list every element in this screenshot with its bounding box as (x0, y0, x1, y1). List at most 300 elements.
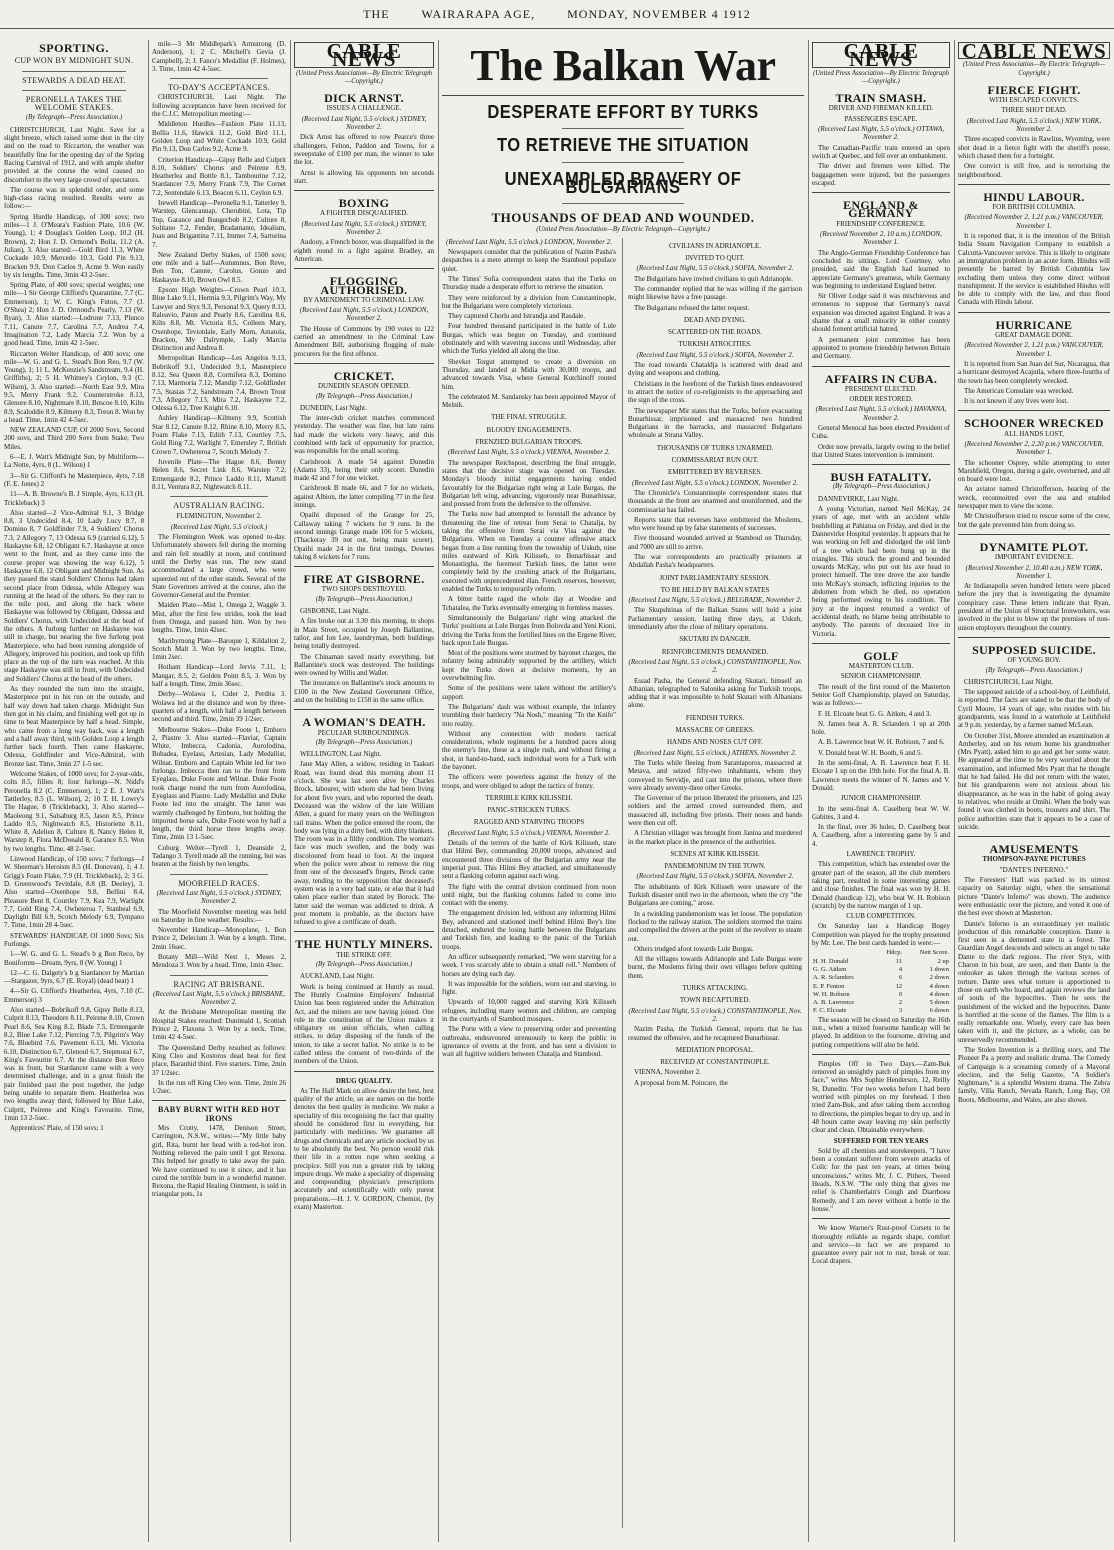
table-cell: E. P. Fenton (813, 982, 845, 990)
fire-body (294, 607, 434, 704)
sporting-sub2: STEWARDS A DEAD HEAT. (22, 75, 126, 85)
bush-fatality-credit: (By Telegraph—Press Association.) (832, 483, 930, 491)
balkan-column-a (442, 238, 616, 1061)
fierce-fight-sub: WITH ESCAPED CONVICTS. (989, 96, 1079, 105)
paragraph: DUNEDIN, Last Night. (300, 403, 367, 412)
paragraph: Jane May Allen, a widow, residing in Taakuri Road, was found dead this morning about 11 o'clock. She was last seen alive by Charles Brock, labourer, with whom she had been living for about five years, and who reported the death. Deceased was the widow of the late William Allen, a guard for many years on the Wellington rail trains. When the police entered the room, the body was lying in a dirty bed, with dirty blankets. The room was in a filthy condition. The woman's face was much swollen, and the body was discoloured from head to foot. At the inquest when the police were about to remove the ring from one of the deceased's fingers, Brock came away, tending to the supposition that deceased's system was in a very bad state, or else that it had taken place earlier than stated by Borock. The latter said the woman was addicted to drink. A post mortem is probable, as the doctors have refused to give a certificate of death. (294, 760, 434, 927)
sporting-credit: (By Telegraph—Press Association.) (25, 114, 123, 122)
australian-racing-heading: AUSTRALIAN RACING. (173, 501, 265, 511)
masthead (0, 0, 1114, 29)
hurricane-sub: GREAT DAMAGE DONE. (995, 331, 1073, 340)
cable-credit-2: (United Press Association—By Electric Telegraph—Copyright.) (812, 69, 950, 85)
paragraph: The inter-club cricket matches commenced yesterday. The weather was fine, but late rains had made the wickets very heavy, and this combined with lack of opportunity for practice, was responsible for the small scoring. (294, 414, 434, 456)
paragraph: EMBITTERED BY REVERSES. (667, 468, 763, 477)
paragraph: Welcome Stakes, of 1000 sovs; for 2-year-olds, colts 8.5, fillies 8; four furlongs—N. Nidd's Peronella 8.2 (C. Emmerson), 1; 2 E. J. Watt's Tattlerley, 8.5 (L. Wilson), 2; 10 T. H. Lowry's The Hague, 8 (Trickleback), 3. Also started—Maoleong 9.1, Salsaburg 8.5, Jason 8.5, Prince Laddo 8.5, Nightwatch 8.5, Historiette 8.11, White 8, Adelien 8, Culture 8, Nancy Helen 8, Warstep 8, Flora McDonald 8, Garance 8.5. Won by two lengths. Time, 48 2-5sec. (4, 770, 144, 853)
paragraph: RECEIVED AT CONSTANTINOPLE. (660, 1058, 770, 1067)
paragraph: The newspaper Reichspost, describing the final struggle, states that the decisive stage was opened on Tuesday. Monday's bloody initial engagements having ended favourably for the Bulgarian right wing at Lule Burgas, the Bulgarian left wing, advancing, vigorously near Bunarhissar, and pressed from from the defensive to the offensive. (442, 458, 616, 509)
paragraph: (Received Last Night, 5.5 o'clock.) VIENNA, November 2. (447, 448, 611, 457)
womans-death-sub: PECULIAR SURROUNDINGS. (317, 728, 411, 737)
england-germany-body (812, 230, 950, 360)
paragraph: WELLINGTON, Last Night. (300, 750, 382, 759)
table-cell: A. R. Sclanders (813, 974, 854, 982)
paragraph: Others trudged afoot towards Lule Burgas. (634, 944, 754, 953)
paragraph: (Received Last Night, 5.5 o'clock.) ATHENS, November 2. (633, 748, 797, 757)
suffered-heading: SUFFERED FOR TEN YEARS (833, 1136, 929, 1145)
paragraph: Linwood Handicap, of 150 sovs; 7 furlongs—J W. Sheeman's Heroism 8.5 (H. Donovan), 1; 4 J. Grigg's Foam Flake, 7.9 (H. Trickleback), 2; 3 G. D. Greenwood's Tevitdale, 8.8 (B. Deeley), 3. Also started—Oxenhope 9.8, Bellini 8.4, Pleasure Bent 8, Courtley 7.9, Kea 7.9, Warlight 7.7, Gold Ring 7.4, Owheteroa 7, Stanbeal 6.9, Daylight Bill 6.9, Scotch Melody 6.9, Tympano 7. Time, 1min 28 4-5sec. (4, 855, 144, 930)
dick-arnst-heading: DICK ARNST. (324, 91, 404, 106)
paragraph: 6—E. J. Watt's Midnight Sun, by Multiform—La Notte, 4yrs, 8 (L. Wilson) 1 (4, 453, 144, 470)
paragraph: CHRISTCHURCH, Last Night. Save for a slight breeze, which raised some dust in the city and on the road to Riccarton, the weather was beautifully fine for the opening day of the Spring Racing Carnival of 1912, and with ample shelter provided at the course the wind caused no discomfort to the very large crowd of spectators. (4, 125, 144, 184)
paragraph: Riccarton Welter Handicap, of 400 sovs; one mile—W. G. and G. L. Stead's Bon Reo, 9.7 (W. Young), 1; 11 L. McKenzie's Sandstream, 9.4 (H. Griffiths), 2; 5 H. Whitney's Ceylon, 9.3 (C. Wilson), 3. Also started:—North East 9.9, Mira 9.5, Merry Frank 9.2, Counterstroke 8.13, Glenore 8.10, Nightmare 8.10, Boscoe 8.10, Kilts 8.9, Scaloddie 8.9, Kilmeny 8.3, Treon 8. Won by a head. Time, 1min 42 4-5sec. (4, 349, 144, 424)
suicide-heading: SUPPOSED SUICIDE. (972, 642, 1096, 657)
balkan-headline-4: THOUSANDS OF DEAD AND WOUNDED. (491, 210, 755, 226)
paragraph: In a twinkling pandemonium was let loose. The population flocked to the railway station. The soldiers stormed the trains and compelled the drivers at the point of the revolver to steam out. (628, 909, 802, 943)
paragraph: Order now prevails, largely owing to the belief that United States intervention is imminent. (812, 442, 950, 459)
acceptances-body (152, 93, 286, 491)
dynamite-plot-sub: IMPORTANT EVIDENCE. (994, 553, 1074, 562)
paragraph: Three escaped convicts in Rawlins, Wyoming, were shot dead in a fierce fight with the sheriff's posse, which chased them for a fortnight. (958, 135, 1110, 160)
paragraph: The officers were powerless against the frenzy of the troops, and were obliged to adopt the tactics of frenzy. (442, 773, 616, 790)
train-smash-body (812, 125, 950, 187)
paragraph: The engagement division led, without any informing Hilmi Bey, advanced and stationed itself behind Hilmi Bey's line detached, endured the losing battle between the Bulgarians and Turkish fire, and leading to the panic of the Turkish troops. (442, 909, 616, 951)
paragraph: Juvenile Plate—The Hague 8.6, Bonny Helen 8.6, Secret Link 8.6, Warstep 7.2, Ermengarde 8.2, Prince Laddo 8.11, Martell 8.11, Ventura 8.2, Nightwatch 8.11. (152, 457, 286, 491)
paragraph: The Bulgarians refused the latter request. (634, 303, 750, 312)
amusements-heading: AMUSEMENTS (989, 842, 1079, 857)
balkan-headline-2: TO RETRIEVE THE SITUATION (497, 135, 749, 156)
paragraph: (Received Last Night, 5.5 o'clock.) CONSTANTINOPLE, Nov. 2. (628, 1006, 802, 1023)
dick-arnst-body (294, 115, 434, 185)
fierce-fight-heading: FIERCE FIGHT. (987, 82, 1081, 97)
fierce-fight-sub2: THREE SHOT DEAD. (1001, 106, 1067, 115)
boxing-body (294, 220, 434, 263)
paragraph: It was impossible for the soldiers, worn out and starving, to fight. (442, 979, 616, 997)
paragraph: Maribyrnong Plate—Baroque 1, Kildalton 2, Scotch Malt 3. Won by two lengths. Time, 1min 2sec. (152, 636, 286, 662)
paragraph: The Flemington Week was opened to-day. Unfortunately showers fell during the morning and rain fell steadily at noon, and continued until the Derby was run. The new stand accommodated a large crowd, who were squeezed out of the other stands. Several of the State Governors arrived at the course, also the Governor-General and the Premier. (152, 533, 286, 600)
balkan-credit: (United Press Association—By Electric Telegraph—Copyright.) (536, 226, 710, 234)
cable-credit-3: (United Press Association—By Electric Telegraph—Copyright.) (962, 61, 1106, 77)
dick-arnst-sub: ISSUES A CHALLENGE. (326, 104, 402, 113)
paragraph: (Received Last Night, 5.5 o'clock.) SYDNEY, November 2. (301, 114, 427, 132)
bush-fatality-heading: BUSH FATALITY. (830, 470, 932, 485)
england-germany-sub: FRIENDSHIP CONFERENCE. (836, 219, 926, 228)
paragraph: Mr Christofferson tried to rescue some of the crew, but the gale prevented him from doing so. (958, 512, 1110, 529)
paragraph: Four hundred thousand participated in the battle of Lule Burgas, which was begun on Tuesday, and continued obstinately and with wavering success until Wednesday, after which the Turks yielded all along the line. (442, 322, 616, 356)
paragraph: (Received Last Night, 5.5 o'clock.) CONSTANTINOPLE, Nov. 2. (628, 657, 802, 675)
paragraph: Middleton Hurdles—Fashion Plate 11.13, Bollia 11.6, Hawick 11.2, Gold Bird 11.1, Golden Loop and White Cockade 10.9, Gold Pin 9.13, Don Carlos 9.2, Acme 9. (152, 120, 286, 154)
paragraph: TURKISH ATROCITIES. (678, 340, 752, 349)
paragraph: COMMISSARIAT RUN OUT. (671, 456, 759, 465)
club-competition-heading: CLUB COMPETITION. (846, 912, 916, 921)
hindu-labour-sub: FOR BRITISH COLUMBIA. (992, 203, 1076, 212)
paragraph: (Received Last Night, 5.5 o'clock.) LONDON, November 2. (446, 237, 612, 246)
junior-championship-body (812, 805, 950, 848)
suicide-body (958, 678, 1110, 831)
paragraph: PANDEMONIUM IN THE TOWN. (664, 862, 766, 871)
paragraph: BLOODY ENGAGEMENTS. (486, 425, 572, 434)
hurricane-heading: HURRICANE (995, 317, 1073, 332)
hurricane-body (958, 341, 1110, 405)
paragraph: A young Victorian, named Neil McKay, 24 years of age, met with an accident while bushfelling at Pahiatua on Friday, and died in the Dannevirke Hospital yesterday. It appears that he was working on fell and dislodged the old limb of a tree which had been hung up in the triangles. This struck the ground and bounded towards McKay, who put out his axe head to protect himself. The tree drove the axe handle into McKay's stomach, inflicting injuries to the abdomen from which he died, no operation being performed owing to his condition. The jury at the inquest returned a verdict of accidental death, no blame being attributable to anybody. The parents of deceased live in Victoria. (812, 505, 950, 638)
paragraph: Spring Plate, of 400 sovs; special weights; one mile—1 Sir George Clifford's Quarantine, 7.7 (C. Emmerson), 1; W. C. King's Futon, 7.7 (J. O'Shea) 2; Hon J. D. Ormond's Pearly, 7.13 (W. Ryan), 3. Also started:—Lodrone 7.13, Plunco 7.11, Canute 7.7, Carolina 7.7, Andrea 7.4, Imagination 7.2, Lady Marcia 7.2. Won by a good head. Time, 1min 42 1-5sec. (4, 281, 144, 348)
huntly-credit: (By Telegraph—Press Association.) (315, 961, 413, 969)
huntly-body (294, 972, 434, 1065)
paragraph: The Moorfield November meeting was held on Saturday in fine weather. Results:— (152, 907, 286, 924)
acceptances-heading: TO-DAY'S ACCEPTANCES. (168, 83, 270, 93)
paragraph: The course was in splendid order, and some high-class racing resulted. Results were as follow:— (4, 185, 144, 211)
train-smash-heading: TRAIN SMASH. (835, 91, 927, 106)
huntly-heading: THE HUNTLY MINERS. (295, 937, 433, 952)
moorfield-heading: MOORFIELD RACES. (178, 878, 260, 888)
paragraph: At Indianapolis seven hundred letters were placed before the jury that is investigating the dynamite conspiracy case. These letters indicate that Ryan, president of the Union of Structural Ironworkers, was involved in the plot to blow up the premises of non-union employers throughout the country. (958, 582, 1110, 632)
paragraph: The Governor of the prison liberated the prisoners, and 125 soldiers and the armed crowd surrounded them, and massacred all, including five priests. Their noses and hands were then cut off. (628, 794, 802, 827)
table-row (812, 958, 950, 966)
paragraph: The Foresters' Hall was packed to its utmost capacity on Saturday night, when the sensational picture "Dante's Inferno" was shown. The audience were enthusiastic over the picture, and voted it one of the best ever shown at Masterton. (958, 876, 1110, 918)
paragraph: Irewell Handicap—Peronella 9.1, Tatterley 9, Warstep, Glencannap, Cherubini, Lota, Tip Top, Garance and Bungecbob 8.2, Culture 8, Solitano 7.2, Fender, Bradamante, Idealism, Joan and Brigantina 7.11, Immer 7.4, Sartorina 7. (152, 199, 286, 249)
table-cell: 12 (895, 982, 903, 990)
masthead-date: MONDAY, NOVEMBER 4 1912 (567, 7, 751, 21)
brisbane-body (152, 990, 286, 1096)
paragraph: SCATTERED ON THE ROADS. (668, 328, 762, 337)
paragraph: (Received Last Night, 5.5 o'clock.) (170, 522, 268, 531)
table-cell: 0 (898, 990, 903, 998)
cuba-heading: AFFAIRS IN CUBA. (824, 371, 938, 386)
amusements-body (958, 876, 1110, 1104)
warner-corsets-advert: We know Warner's Rust-proof Corsets to be thoroughly reliable as regards shape, comfort and service—in fact we are prepared to guarantee every pair not to rust, break or tear. Local drapers. (812, 1224, 950, 1266)
golf-body (812, 683, 950, 793)
table-cell: G. G. Aitken (813, 965, 847, 973)
table-row (812, 983, 950, 991)
table-cell: 5 down (929, 999, 949, 1007)
pimples-advert: Pimples Off in Two Days.—Zam-Buk removed an unsightly patch of pimples from my face," writes Mrs Sophie Henderson, 12, Reilly St, Dunedin. "For two weeks before I had been worried with pimples on my forehead. I then tried Zam-Buk, and after taking them according to directions, the pimples began to dry up, and in 48 hours came away leaving my skin perfectly clear and clean. Obtainable everywhere. (812, 1059, 950, 1135)
paragraph: A fire broke out at 3.30 this morning, in shops in Main Street, occupied by Joseph Ballantine, tailor, and Ion Lee, laundryman, both buildings being totally destroyed. (294, 617, 434, 651)
paragraph: Most of the positions were stormed by bayonet charges, the infantry being admirably supported by the artillery, which kept the Turks down at decisive moments, by an overwhelming fire. (442, 649, 616, 683)
sporting-body (4, 126, 144, 1133)
paragraph: Newspapers consider that the publication of Nazim Pasha's despatches is a mere attempt to keep the Stamboul populace quiet. (442, 248, 616, 273)
paragraph: Dante's Inferno is an extraordinary yet realistic production of this remarkable conception. Dante is first seen in a demented state in a forest. The Guardian Angel descends and selects an angel to take Dante to the dark regions. The river Styx, with Charon in his boat, are seen, and then Dante is the onlooker as taken through the various scenes of torture. Dante sees what torture is apportioned to those on earth who hoard, and again reviews the land of souls of the hypocrites. Then he sees the punishment of the wicked and the hypocrites. Dante is horrified at the scene of the flames. The film is a really remarkable one. Wisely, every care has been taken with it, and the picture, as a whole, can be unreservedly recommended. (958, 919, 1110, 1044)
paragraph: The Bulgarians' dash was without example, the infantry trumbling their battlecry "Na Nosh," meaning "To the Knife" into reality. (442, 702, 616, 728)
paragraph: (Received Last Night, 5.5 o'clock.) SOFIA, November 2. (636, 264, 794, 273)
paragraph: (Received Last Night, 5.5 o'clock.) SYDNEY, November 2. (301, 219, 427, 237)
cable-news-heading-1: CABLE NEWS (294, 42, 434, 68)
paragraph: THE FINAL STRUGGLE. (491, 413, 567, 422)
boxing-heading: BOXING (338, 196, 390, 211)
paragraph: Dick Arnst has offered to row Pearce's three challengers, Felton, Paddon and Towns, for a sweepstake of £100 per man, the winner to take the lot. (294, 133, 434, 167)
paragraph: General Menocal has been elected President of Cuba. (812, 423, 950, 441)
paragraph: Reports state that reverses have embittered the Moslems, who were bound up by false statements of successes. (628, 515, 802, 533)
paragraph: REINFORCEMENTS DEMANDED. (661, 647, 769, 656)
table-cell: H. H. Donald (813, 957, 849, 965)
paragraph: On Saturday last a Handicap Bogey Competition was played for the trophy presented by Mr. Lee. The best cards handed in were:— (812, 922, 950, 948)
fierce-fight-body (958, 117, 1110, 179)
cable-credit-1: (United Press Association—By Electric Telegraph—Copyright.) (295, 69, 433, 85)
cable-news-heading-2: CABLE NEWS (812, 42, 950, 68)
paragraph: Ashley Handicap—Kilmeny 9.9, Scottish Star 8.12, Canute 8.12, Rhine 8.10, Merry 8.5, Foam Flake 7.13, Edith 7.13, Courtley 7.5, Gold Ring 7.2, Warlight 7, Emersley 7, British Crown 7, Owheteroa 7, Scotch Melody 7. (152, 414, 286, 456)
table-cell: 2 up (937, 957, 949, 965)
australian-racing-body (152, 523, 286, 869)
paragraph: The result of the first round of the Masterton Senior Golf Championship, played on Saturday, was as follows:— (812, 682, 950, 708)
column-cable-3 (958, 40, 1110, 1542)
balkan-column-b (628, 238, 802, 1089)
australian-racing-sub: FLEMINGTON, November 2. (176, 512, 262, 521)
golf-sub: MASTERTON CLUB. (848, 662, 914, 671)
paragraph: The Chinaman saved nearly everything, but Ballantine's stock was destroyed. The buildings were owned by Willis and Waller. (294, 652, 434, 678)
golf-heading: GOLF (863, 648, 899, 663)
table-cell: 6 (898, 974, 903, 982)
paragraph: Carisbrook A made 54 against Dunedin (Adams 33), being their only scorer. Dunedin made 42 and 7 for one wicket. (294, 457, 434, 483)
amusements-sub2: "DANTE'S INFERNO." (999, 865, 1069, 874)
paragraph: (Received November 2, 2.20 p.m.) VANCOUVER, November 1. (964, 439, 1104, 457)
column-cable-2 (812, 40, 950, 1542)
fire-credit: (By Telegraph—Press Association.) (315, 595, 413, 603)
paragraph: All the villages towards Adrianople and Lule Burgas were burnt, the Moslems firing their own villages before quitting them. (628, 955, 802, 980)
table-cell: 1 down (929, 965, 949, 973)
boxing-sub: A FIGHTER DISQUALIFIED. (319, 209, 409, 218)
womans-death-body (294, 750, 434, 926)
paragraph: Botany Mill—Wild Nest 1, Meses 2, Mendoza 3. Won by a head. Time, 1min 43sec. (152, 952, 286, 970)
golf-note: The season will be closed on Saturday the 16th inst., when a mixed foursome handicap will be played. In addition to the foursome, driving and putting competitions will also be held. (812, 1015, 950, 1049)
table-row (812, 974, 950, 982)
paragraph: On October 31st, Moore attended an examination at Amberley, and on his return home his grandmother (Mrs Pyatt), asked him to go and get her some water. He appeared at the time to be very worried about the examination, and informed Mrs Pyatt that he thought that he had failed. He did not return with the water, but his grandparents were not anxious about his disappearance, as he was in the habit of going away to relatives, who reside at Omihi. When the body was found it was clothed in boots, trousers and shirt. The police authorities state that it appears to be a case of suicide. (958, 731, 1110, 831)
paragraph: As they rounded the turn into the straight, Masterpiece put in his run on the outside, and half way down had taken charge. Midnight Sun then got in his claim, and finishing well got up in time to beat Masterpiece by half a head. Simple, who came from a long way back, was a length and a half away third, with Golden Loop a length further back fourth. Then came Haskayne, Odessa, Goldfinder and Vice-Admiral, with Bronze last. Time, 3min 27 1-5 sec. (4, 685, 144, 768)
balkan-war-title: The Balkan War (470, 41, 776, 90)
table-row (812, 991, 950, 999)
paragraph: (Received Last Night, 5.5 o'clock.) BRISBANE, November 2. (153, 989, 285, 1007)
balkan-headline-3: UNEXAMPLED BRAVERY OF BULGARIANS (504, 168, 742, 197)
paragraph: Hotham Handicap—Lord Jervis 7.11, 1; Mangar, 8.5, 2; Golden Point 8.5, 3. Won by half a length. Time, 2min 36sec. (152, 663, 286, 689)
column-sporting (4, 40, 144, 1542)
paragraph: SKUTARI IN DANGER. (679, 635, 751, 644)
paragraph: In the final, over 36 holes, D. Caselberg beat A. Caselberg, after a interesting game by 5 and 4. (812, 823, 950, 848)
balkan-headline-1: DESPERATE EFFORT BY TURKS (487, 102, 759, 122)
cuba-sub: PRESIDENT ELECTED. (844, 384, 918, 393)
paragraph: The Chronicle's Constantinople correspondent states that thousands at the front are unarmed and ununiformed, and the commissariat has failed. (628, 488, 802, 514)
cricket-sub: DUNEDIN SEASON OPENED. (318, 382, 410, 391)
paragraph: The Queensland Derby resulted as follows: King Cleo and Kostoros dead heat for first place, Baranhid third. Five starters. Time, 2min 37 1/2sec. (152, 1043, 286, 1077)
paragraph: Essad Pasha, the General defending Skutari, himself an Albanian, telegraphed to Salonika asking for Turkish troops, adding that it was impossible to hold Skutari with Albanians alone. (628, 676, 802, 710)
paragraph: The Anglo-German Friendship Conference has concluded its sittings. Lord Courtney, who presided, said the English had learned to appreciate Germany's greatness, while Germany was beginning to understand England better. (812, 248, 950, 290)
paragraph: STEWARDS' HANDICAP, Of 1000 Sovs; Six Furlongs. (4, 931, 144, 948)
masthead-paper: WAIRARAPA AGE, (421, 7, 536, 21)
paragraph: The Porte with a view to preserving order and preventing outbreaks, endeavoured strenuously to keep the public in ignorance of events at the front, and has sent a division to wait all fugitive soldiers between Chatalja and Stamboul. (442, 1025, 616, 1059)
huntly-sub: THE STRIKE OFF. (336, 950, 392, 959)
paragraph: GISBORNE, Last Night. (300, 607, 370, 616)
paragraph: 12—C. G. Dalgety's b g Stardancer by Martian—Stargazer, 9yrs, 6.7 (E. Royal) (dead heat) 1 (4, 968, 144, 986)
paragraph: The Turks now had attempted to forestall the advance by threatening the line of retreat from Serai to Chatalja, by taking the offensive from Serai via Visa against the Bulgarians. When on Tuesday a counter offensive attack began from a line running from the township of Uskub, nine miles eastward of Kirk Kilisseh, to Bunarhissar and Monastirgha, the foremost Turkish lines, the latter were completely held by the crushing attack of the Bulgarians, executed with unprecedented élan. French reserves, however, enabled the Turks to temporarily reform. (442, 510, 616, 594)
column-balkan (442, 40, 804, 1542)
paragraph: The Turks while fleeing from Sarantaporos, massacred at Metava, and seized fifty-two inhabitants, whom they conveyed to Servidje, and cast into the prisons, where there were already seventy-three other Greeks. (628, 758, 802, 792)
column-cable-1 (294, 40, 434, 1542)
paragraph: The celebrated M. Sandansky has been appointed Mayor of Melnik. (442, 392, 616, 410)
paragraph: The commander replied that he was willing if the garrison might likewise have a free passage. (628, 284, 802, 302)
schooner-body (958, 440, 1110, 529)
amusements-sub: THOMPSON-PAYNE PICTURES (982, 855, 1086, 864)
paragraph: Carisbrook B made 66, and 7 for no wickets, against Albion, the latter compiling 77 in the first innings. (294, 484, 434, 510)
paragraph: DANNEVIRKE, Last Night. (818, 494, 899, 503)
paragraph: RAGGED AND STARVING TROOPS (473, 818, 585, 827)
paragraph: It is reported from San Juan del Sur, Nicaragua, that a hurricane destroyed Acajutla, where three-fourths of the town has been completely wrecked. (958, 359, 1110, 385)
paragraph: Coburg Welter—Tyrell 1, Deanside 2, Tadango 3. Tyrell made all the running, but was beaten at the finish by two lengths. (152, 843, 286, 869)
paragraph: (Received Last Night, 5.5 o'clock.) LONDON, November 2. (299, 306, 429, 323)
paragraph: They were reinforced by a division from Constantinople, but the Bulgarians were completely victorious. (442, 293, 616, 310)
paragraph: CHRISTCHURCH, Last Night. The following acceptances have been received for the C.J.C. Metropolitan meeting:— (152, 93, 286, 119)
table-cell: W. H. Robson (813, 990, 850, 998)
paragraph: An aviator named Christofferson, hearing of the wreck, reconnoitred over the sea and enabled newspaper men to view the scene. (958, 485, 1110, 511)
paragraph: (Received November 2, 1.21 p.m.) VANCOUVER, November 1. (964, 213, 1104, 230)
paragraph: The schooner Osprey, while attempting to enter Marshfield, Oregon, during a gale, overturned, and all on board were lost. (958, 458, 1110, 484)
paragraph: The fight with the central division continued from noon until night, but the flanking columns failed to come into contact with the enemy. (442, 882, 616, 908)
masthead-the: THE (363, 7, 390, 21)
suicide-credit: (By Telegraph—Press Association.) (985, 666, 1083, 674)
paragraph: THOUSANDS OF TURKS UNARMED. (656, 443, 774, 452)
paragraph: The war correspondents are practically prisoners at Abdallah Pasha's headquarters. (628, 552, 802, 570)
paragraph: MASSACRE OF GREEKS. (675, 726, 755, 735)
paragraph: An officer subsequently remarked, "We were starving for a week. I vos scarcely able to obtain a small roll." Numbers of horses are dying each day. (442, 952, 616, 978)
paragraph: The inhabitants of Kirk Kilisseh were unaware of the Turkish disaster until two in the afternoon, when the cry "the Bulgarians are coming," arose. (628, 882, 802, 908)
cuba-body (812, 405, 950, 459)
paragraph: The American Consulate was wrecked. (964, 386, 1074, 395)
paragraph: The supposed suicide of a school-boy, of Leithfield, is reported. The facts are stated to be that the body of Cyril Moore, 14 years of age, who resides with his grandparents, was found in a waterhole at Leithfield at 9 p.m. yesterday, by a farmer named McLean. (958, 688, 1110, 730)
paragraph: HANDS AND NOSES CUT OFF. (667, 738, 763, 747)
paragraph: The Stolen Invention is a thrilling story, and The Pioneer Pa a pretty and realistic drama. The Comedy of Campaign is a screaming comedy of a Mayoral election, and the Selig Gazette, "A Soldier's Nightmare," is a splendid Western drama. The Zebra family, Villa Ranch, Nevada Ranch, Long Bay, Oil Boots, Melbourne, and Wales, are also shown. (958, 1045, 1110, 1104)
paragraph: Christians in the forefront of the Turkish lines endeavoured to attract the notice of co-religionists to the approaching and the sign of the cross. (628, 379, 802, 405)
paragraph: (Received Last Night, 5.5 o'clock.) VIENNA, November 2. (447, 828, 611, 837)
paragraph: (Received November 2, 10.40 a.m.) NEW YORK, November 1. (965, 563, 1103, 580)
paragraph: Upwards of 10,000 ragged and starving Kirk Kilisseh refugees, including many women and children, are camping in the courtyards of Stamboul mosques. (442, 998, 616, 1024)
paragraph: They captured Chorlu and Istrandja and Rasdale. (448, 312, 586, 321)
paragraph: At the Brisbane Metropolitan meeting the Hospital Stakes resulted: Dunimald 1, Scottish Prince 2, Flaxona 3. Won by a neck. Time, 1min 42 4-5sec. (152, 1008, 286, 1042)
paragraph: Also started—2 Vice-Admiral 9.1, 3 Bridge 8.8, 3 Undecided 8.4, 10 Lady Lucy 8.7, 8 Domino 8, 7 Goldfinder 7.9, 4 Soldiers' Chorus 7.3, 2 Allegory 7, 13 Odessa 6.9 (carried 6.12), 5 Haskayne 6.8, 12 Obligant 6.7. Haskayne at once went to the front, and as they came into the course proper was showing the way 6.12), 5 Haskayne 6.8, 12 Obligant and Midnight Sun. As they passed the stand Soldiers' Chorus had taken second place from Odessa, while Allegory was running at the head of the others. So they ran to the mile post, and along the back where Haskayne was followed by Obligant, Odessa and Soldiers' Chorus, with Undecided at the head of the others. A furlong further on Haskayne was still in charge, but nearing the five furlong post Masterpiece, who had been running alongside of Allegory, improved his position, and took up fifth place as the top of the turn was reached. At this stage Haskayne was still in front, with Undecided and Soldiers' Chorus at the head of the others. (4, 508, 144, 683)
table-row (812, 966, 950, 974)
paragraph: Work is being continued at Huntly as usual. The Huntly Coalmine Employers' Industrial Union has been registered under the Arbitration Act, and the miners are now having joined. One rule in the constitution of the Union makes it obligatory on union officials, when calling strikes, to delay disposing of the funds of the union, to take a secret ballot. No strike is to be called unless the consent of two-thirds of the members of the Union. (294, 982, 434, 1066)
paragraph: A permanent joint committee has been appointed to promote friendship between Britain and Germany. (812, 335, 950, 361)
womans-death-credit: (By Telegraph—Press Association.) (315, 738, 413, 746)
paragraph: F. H. Elcoate beat G. G. Aitken, 4 and 3. (818, 709, 932, 718)
paragraph: A Christian villager was brought from Janina and murdered in the market place in the presence of the authorities. (628, 829, 802, 846)
paragraph: N. James beat A. R. Sclanders 1 up at 20th hole. (812, 719, 950, 737)
paragraph: In the semi-final, A. B. Lawrence beat F. H. Elcoate 1 up on the 19th hole. For the final A. B. Lawrence meets the winner of N. James and V. Donald. (812, 759, 950, 792)
paragraph: New Zealand Derby Stakes, of 1500 sovs; one mile and a half—Autumnus, Bon Reve, Bon Ton, Canute, Carolus, Gonzo and Haskayne 8.10, Brown Owl 8.5. (152, 250, 286, 284)
table-row (812, 999, 950, 1007)
paragraph: Details of the terrors of the battle of Kirk Kilisseh, state that Hilmi Bey, commanding 20,000 troops, advanced and encountered three divisions of the Bulgarian army near the imperial post. This Hilmi Bey attacked, and simultaneously sent a flanking column against each wing. (442, 839, 616, 881)
cuba-sub2: ORDER RESTORED. (849, 395, 913, 404)
paragraph: MEDIATION PROPOSAL. (675, 1045, 755, 1054)
paragraph: DEAD AND DYING. (683, 315, 747, 324)
paragraph: INVITED TO QUIT. (685, 254, 745, 263)
paragraph: Opaihi disposed of the Grange for 25, Callaway taking 7 wickets for 9 runs. In the second innings Grange made 106 for 5 wickets, (Thackeray 39 not out, being main scorer). Opaihi made 24 in the first innings, Downes taking 8 wickets for 7 runs. (294, 511, 434, 561)
paragraph: FIENDISH TURKS. (685, 713, 745, 722)
paragraph: (Received November 2, 1.21 p.m.) VANCOUVER, November 1. (964, 341, 1104, 358)
sporting-sub3: PERONELLA TAKES THE WELCOME STAKES. (25, 94, 123, 113)
schooner-heading: SCHOONER WRECKED (964, 416, 1104, 431)
paragraph: 4—Sir G. Clifford's Heatherlea, 4yrs, 7.10 (C. Emmerson) 3 (4, 987, 144, 1004)
paragraph: November Handicap—Monoplane, 1, Bon Prince 2, Delecium 3. Won by a length. Time, 2min 16sec. (152, 926, 286, 951)
cricket-body (294, 404, 434, 561)
paragraph: The House of Commons by 190 votes to 122 carried an amendment to the Criminal Law Amendment Bill, authorising flogging of male procurers for the first offence. (294, 324, 434, 358)
paragraph: In the run off King Cleo won. Time, 2min 26 1/2sec. (152, 1078, 286, 1096)
womans-death-heading: A WOMAN'S DEATH. (302, 715, 426, 730)
table-cell: 4 down (929, 990, 949, 998)
paragraph: Sir Oliver Lodge said it was mischievous and erroneous to suppose that Germany's naval expansion was directed against England. It was a shame that a small minority in either country should foment artificial hatred. (812, 292, 950, 334)
paragraph: 11—A. B. Browne's B. J Simple, 4yrs, 6.13 (H. Trickleback) 3 (4, 490, 144, 507)
schooner-sub: ALL HANDS LOST, (1004, 429, 1064, 438)
bush-fatality-body (812, 495, 950, 638)
drug-quality-heading: DRUG QUALITY. (335, 1076, 393, 1085)
paragraph: TOWN RECAPTURED. (679, 996, 751, 1005)
bogey-col-hdcp: Hdcp. (886, 949, 903, 957)
table-cell: 2 down (929, 974, 949, 982)
paragraph: Shevket Torgut attempted to create a diversion on Thursday, and landed at Midia with 30,000 troops, and advanced towards Visa, where General Kutchinoff routed him. (442, 357, 616, 391)
paragraph: The newspaper Mir states that the Turks, before evacuating Bunarhissar, imprisoned and massacred two hundred Bulgarians in the barracks, and massacred Bulgarians wholesale at Strana Valley. (628, 406, 802, 440)
paragraph: Criterion Handicap—Gipsy Belle and Culprit 8.10, Soldiers' Chorus and Peirene 8.9, Heatherlea and Bottle 8.1, Tambourine 7.12, Stardancer 7.9, Merry Frank 7.9, The Cornet 7.2, Sentendale 6.13, Beacon 6.11, Ceylon 6.9. (152, 155, 286, 197)
paragraph: In the semi-final A. Caselberg beat W. W. Gabites, 3 and 4. (812, 804, 950, 821)
table-cell: 3 (898, 1007, 903, 1015)
fire-sub: TWO SHOPS DESTROYED. (321, 585, 407, 594)
hindu-labour-body (958, 213, 1110, 306)
baby-burnt-body: Mrs Crotty, 1478, Denison Street, Carrington, N.S.W., writes:—"My little baby girl, Rita, burnt her head with a red-hot iron. Nothing relieved the pain until I got Rexona. This helped her greatly to take away the pain. We have continued to use it since, and it has cured the terrible burn in a wonderful manner. Rexona, the Rapid Healing Ointment, is sold in triangular pots, 1s (152, 1124, 286, 1199)
paragraph: The road towards Chataldja is scattered with dead and dying and weapons and clothing. (628, 361, 802, 378)
paragraph: Apprentices' Plate, of 150 sovs; 1 (10, 1124, 104, 1133)
bogey-col-nett: Nett Score. (919, 949, 949, 957)
bogey-results-body (812, 958, 950, 1016)
fire-heading: FIRE AT GISBORNE. (303, 572, 425, 587)
paragraph: One convict is still free, and is terrorising the neighbourhood. (958, 162, 1110, 179)
paragraph: Epsom High Weights—Crown Pearl 10.3, Blue Lake 9.11, Hermia 9.3, Pilgrim's Way, My Lawyer and Styx 9.3, Personal 9.3, Query 8.13, Raleavio, Paton and Pearly 8.6, Carolina 8.6, Kilts 8.8, Mt. Victoria 8.5, Colleen Mary, Oxenhope, Teviotdale, Early Morn, Amatola, Bracken, My Dalrymple, Lady Marcia Distinction and Andrea 8. (152, 286, 286, 353)
paragraph: Melbourne Stakes—Duke Foote 1, Emboro 2, Piastre 3. Also started—Flaviar, Captain White, Imbecca, Cadonia, Aurofodina, Bobadea, Eyelass, Artesian, Lady Medallist, Wilnat. Emboro and Captain White led for two furlongs. Imbecca then ran to the front from Eyeglass, Duke Foote and Wilnat. Duke Foote took charge round the turn from Aurofodina, Eyeglass and Piastre. Lady Medallist and Duke Foote led into the straight. The latter was warmly challenged by Emboro, but holding the imported horse safe, Duke Foote won by half a length, the third horse three lengths away. Time, 2min 13 1-5sec. (152, 725, 286, 842)
moorfield-body (152, 889, 286, 970)
dynamite-plot-body (958, 564, 1110, 632)
paragraph: CHRISTCHURCH, Last Night. (964, 677, 1054, 686)
paragraph: The driver and firemen were killed. The baggagemen were injured, but the passengers escaped. (812, 162, 950, 187)
paragraph: The Bulgarians have invited civilians to quit Adrianople. (634, 274, 794, 283)
paragraph: (Received November 2, 10 a.m.) LONDON, November 1. (820, 230, 942, 247)
table-cell: F. C. Elcoate (813, 1007, 847, 1015)
drug-quality-body: As The Half Mark on allow desire the best, best quality of the article, so are names on the bottle denotes the best quality in medicine. We make a speciality of this recognising the fact that quality should be considered first in everything, but particularly with medicines. We guarantee all drugs and chemicals and any article stocked by us to be absolutely the best. No person would risk their life in a rotten rope when seeking a precipice. Still you run a greater risk by taking impure drugs. We make a speciality of dispensing and compounding physician's prescriptions accurately and scientifically with only purest preparations.—H. J. V. GORDON, Chemist, (by exam) Masterton. (294, 1086, 434, 1212)
paragraph: This competition, which has extended over the greater part of the season, all the club members taking part, resulted in some interesting games and close finishes. The final was won by H. H. Donald (handicap 12), who beat W. H. Robison (scratch) by the narrow margin of 1 up. (812, 860, 950, 910)
paragraph: CIVILIANS IN ADRIANOPLE. (669, 241, 761, 250)
paragraph: (Received Last Night, 5.5 o'clock.) LONDON, November 2. (632, 478, 798, 487)
lawrence-trophy-heading: LAWRENCE TROPHY. (846, 850, 916, 859)
paragraph: Arnst is allowing his opponents ten seconds start. (294, 168, 434, 185)
paragraph: (Received Last Night, 5.5 o'clock.) SOFIA, November 2. (636, 350, 794, 359)
paragraph: Without any connection with modern tactical considerations, whole regiments for a hundred paces along the enemy's line, these at a single rush, and without firing a shot, in hand-to-hand, each individual worn for a Turk with the bayonet. (442, 729, 616, 771)
paragraph: The Skupshtinas of the Balkan States will hold a joint Parliamentary session, lasting three days, at Uskub, immediately after the close of military operations. (628, 606, 802, 632)
racing-intro: mile—3 Mr Middlepark's Armstrong (D. Anderson), 1; 2 C. Mitchell's Gevia (J. Campbell), 2; J. Fanco's Medallist (F. Holmes), 3. Time, 1min 42 4-5sec. (152, 40, 286, 73)
column-racing (152, 40, 286, 1542)
sporting-heading: SPORTING. (39, 41, 109, 55)
england-germany-heading: ENGLAND & GERMANY (843, 198, 919, 221)
paragraph: A. B. Lawrence beat W. H. Robison, 7 and 6. (818, 738, 945, 747)
paragraph: VIENNA, November 2. (634, 1068, 701, 1077)
paragraph: (Received Last Night, 5.5 o'clock.) NEW YORK, November 2. (966, 116, 1102, 134)
paragraph: It is not known if any lives were lost. (964, 397, 1069, 406)
paragraph: Audouy, a French boxer, was disqualified in the eighth round in a fight against Bradley, an American. (294, 238, 434, 263)
paragraph: (Received Last Night, 5.5 o'clock.) SOFIA, November 2. (636, 872, 794, 881)
baby-burnt-heading: BABY BURNT WITH RED HOT IRONS (158, 1105, 280, 1123)
paragraph: Derby—Wolawa 1, Cider 2, Perdita 3. Wolawa led at the distance and won by three-quarters of a length, with half a length between second and third. Time, 2min 39 1/2sec. (152, 690, 286, 724)
paragraph: V. Donald beat W. H. Booth, 6 and 5. (818, 748, 923, 757)
paragraph: NEW ZEALAND CUP, Of 2000 Sovs, Second 200 sovs, and Third 200 Sovs from Stake; Two Miles. (4, 426, 144, 451)
paragraph: Five thousand wounded arrived at Stamboul on Thursday, and 7000 are still to arrive. (628, 534, 802, 551)
paragraph: JOINT PARLIAMENTARY SESSION. (659, 573, 771, 582)
paragraph: (Received Last Night, 5.5 o'clock.) SYDNEY, November 2. (156, 888, 282, 906)
paragraph: A proposal from M. Poincare, the (634, 1078, 728, 1087)
paragraph: TO BE HELD BY BALKAN STATES (660, 585, 770, 594)
paragraph: 1—W. G. and G. L. Stead's b g Bon Reco, by Bonifornm—Dream, 9yrs, 8 (W. Young) 1 (4, 950, 144, 967)
golf-sub2: SENIOR CHAMPIONSHIP. (840, 672, 922, 681)
train-smash-sub: DRIVER AND FIREMAN KILLED. (828, 104, 934, 113)
paragraph: The insurance on Ballantine's stock amounts to £100 in the New Zealand Government Office, and on the building to £150 in the same office. (294, 679, 434, 704)
paragraph: Nazim Pasha, the Turkish General, reports that he has resumed the offensive, and he recaptured Bunarhissar. (628, 1025, 802, 1042)
